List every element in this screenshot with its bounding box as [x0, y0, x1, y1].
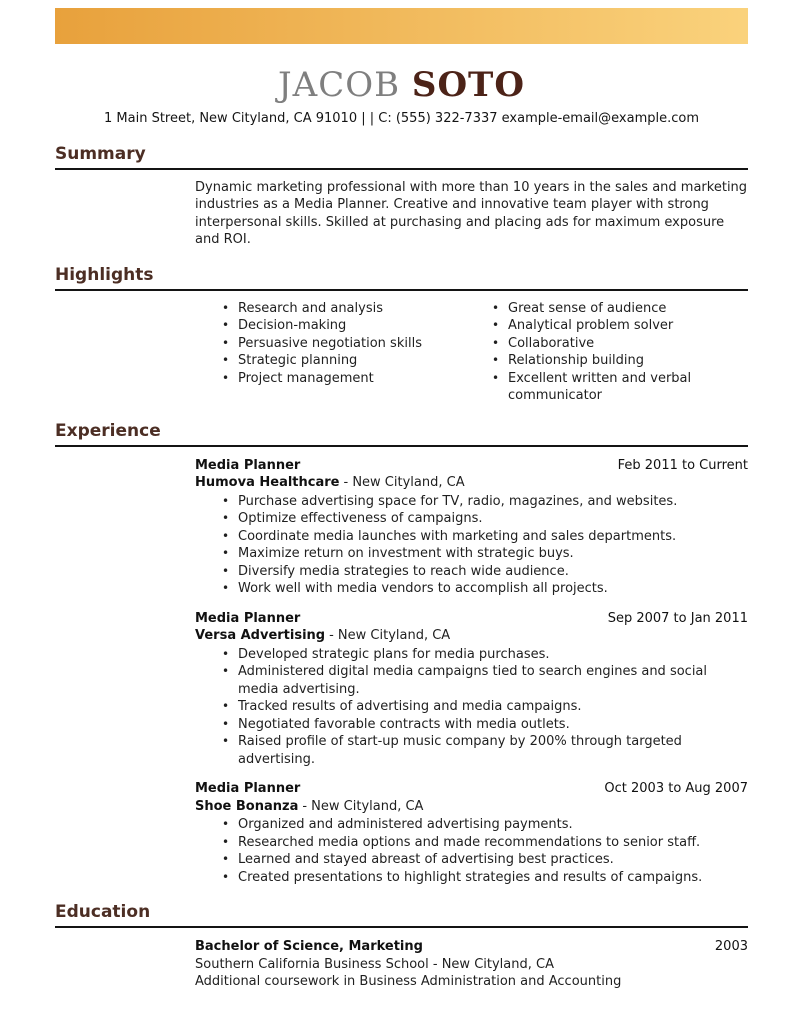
bullet-icon: •: [222, 646, 230, 661]
job-title: Media Planner: [195, 781, 301, 796]
highlight-text: Excellent written and verbal communicator: [508, 370, 692, 403]
highlight-item: [195, 300, 465, 318]
first-name: JACOB: [278, 65, 401, 105]
highlight-text: Strategic planning: [238, 353, 358, 368]
job-header: [195, 457, 748, 475]
bullet-icon: •: [222, 300, 230, 315]
section-highlights: [55, 265, 748, 405]
bullet-icon: •: [222, 370, 230, 385]
education-title: Education: [55, 902, 748, 928]
bullet-icon: •: [222, 335, 230, 350]
summary-text: Dynamic marketing professional with more than 10 years in the sales and marketing industries as a Media Planner. Creative and innovative team player with strong interpersonal skills. Skilled at purchasing and placing ads for maximum exposure and ROI.: [195, 179, 748, 247]
highlight-text: Analytical problem solver: [508, 318, 674, 333]
highlight-text: Great sense of audience: [508, 300, 667, 316]
bullet-icon: •: [222, 869, 230, 884]
education-body: [195, 938, 748, 991]
candidate-name: [55, 66, 748, 104]
company-name: Versa Advertising: [195, 628, 326, 643]
highlight-text: Collaborative: [508, 335, 595, 351]
company-name: Humova Healthcare: [195, 475, 340, 490]
resume-header: [55, 66, 748, 128]
bullet-text: Created presentations to highlight strategies and results of campaigns.: [238, 869, 703, 885]
highlights-left-column: [195, 300, 465, 405]
experience-title: Experience: [55, 421, 748, 447]
job-company-line: [195, 474, 748, 492]
bullet-item: [195, 733, 748, 768]
highlight-item: [465, 335, 748, 353]
bullet-text: Learned and stayed abreast of advertising best practices.: [238, 852, 614, 867]
bullet-text: Purchase advertising space for TV, radio, magazines, and websites.: [238, 493, 678, 509]
bullet-item: [195, 663, 748, 698]
highlight-text: Decision-making: [238, 318, 347, 333]
job-entry: [195, 780, 748, 886]
bullet-text: Coordinate media launches with marketing and sales departments.: [238, 528, 677, 544]
bullet-item: [195, 646, 748, 664]
education-header: [195, 938, 748, 956]
job-header: [195, 780, 748, 798]
bullet-icon: •: [222, 716, 230, 731]
highlights-body: [195, 300, 748, 405]
bullet-text: Researched media options and made recommendations to senior staff.: [238, 834, 701, 850]
section-summary: [55, 144, 748, 249]
graduation-year: 2003: [714, 939, 748, 954]
bullet-text: Organized and administered advertising payments.: [238, 817, 573, 832]
bullet-item: [195, 545, 748, 563]
job-company-line: [195, 627, 748, 645]
company-location: - New Cityland, CA: [302, 798, 424, 814]
degree-name: Bachelor of Science, Marketing: [195, 939, 423, 954]
highlight-item: [465, 370, 748, 405]
highlight-text: Relationship building: [508, 353, 645, 368]
bullet-item: [195, 493, 748, 511]
highlight-item: [195, 370, 465, 388]
job-title: Media Planner: [195, 610, 301, 626]
bullet-icon: •: [222, 834, 230, 849]
job-company-line: [195, 798, 748, 816]
bullet-icon: •: [492, 353, 500, 367]
bullet-item: [195, 698, 748, 716]
bullet-icon: •: [222, 664, 230, 678]
bullet-item: [195, 851, 748, 869]
coursework-line: Additional coursework in Business Administration and Accounting: [195, 974, 622, 989]
accent-bar: [55, 8, 748, 44]
job-dates: Feb 2011 to Current: [617, 457, 748, 473]
bullet-text: Optimize effectiveness of campaigns.: [238, 511, 483, 526]
highlight-text: Project management: [238, 370, 374, 386]
job-entry: [195, 457, 748, 598]
bullet-item: [195, 563, 748, 581]
highlights-columns: [195, 300, 748, 405]
bullet-text: Administered digital media campaigns tied to search engines and social media advertising.: [238, 664, 708, 697]
job-bullets: [195, 493, 748, 598]
bullet-item: [195, 510, 748, 528]
bullet-icon: •: [492, 318, 500, 332]
highlight-item: [465, 300, 748, 318]
job-entry: [195, 610, 748, 769]
bullet-icon: •: [222, 563, 230, 578]
job-header: [195, 610, 748, 628]
bullet-text: Diversify media strategies to reach wide audience.: [238, 563, 569, 579]
school-line: Southern California Business School - New Cityland, CA: [195, 956, 554, 972]
bullet-icon: •: [492, 370, 500, 385]
contact-line: 1 Main Street, New Cityland, CA 91010 | | C: (555) 322-7337 example-email@example.com: [104, 111, 699, 126]
bullet-text: Developed strategic plans for media purchases.: [238, 646, 550, 662]
bullet-icon: •: [222, 511, 230, 525]
section-education: [55, 902, 748, 991]
last-name: SOTO: [411, 65, 525, 105]
company-location: - New Cityland, CA: [343, 475, 465, 490]
highlights-title: Highlights: [55, 265, 748, 291]
company-location: - New Cityland, CA: [329, 628, 451, 643]
bullet-icon: •: [222, 852, 230, 866]
bullet-icon: •: [492, 300, 500, 315]
bullet-icon: •: [222, 528, 230, 543]
bullet-text: Raised profile of start-up music company by 200% through targeted advertising.: [238, 734, 682, 767]
education-entry: [195, 938, 748, 991]
bullet-icon: •: [492, 335, 500, 350]
bullet-icon: •: [222, 699, 230, 713]
job-bullets: [195, 816, 748, 886]
bullet-icon: •: [222, 734, 230, 748]
highlight-text: Research and analysis: [238, 300, 383, 316]
bullet-icon: •: [222, 353, 230, 367]
highlight-item: [465, 352, 748, 370]
job-dates: Sep 2007 to Jan 2011: [607, 610, 748, 626]
highlight-text: Persuasive negotiation skills: [238, 335, 422, 351]
bullet-icon: •: [222, 817, 230, 831]
company-name: Shoe Bonanza: [195, 798, 299, 814]
highlight-item: [195, 317, 465, 335]
experience-body: [195, 457, 748, 887]
section-experience: [55, 421, 748, 887]
bullet-text: Negotiated favorable contracts with media outlets.: [238, 716, 570, 732]
highlights-right-column: [465, 300, 748, 405]
summary-body: [195, 179, 748, 249]
summary-title: Summary: [55, 144, 748, 170]
bullet-text: Work well with media vendors to accomplish all projects.: [238, 581, 608, 596]
job-title: Media Planner: [195, 457, 301, 473]
bullet-icon: •: [222, 318, 230, 332]
bullet-item: [195, 716, 748, 734]
bullet-text: Tracked results of advertising and media campaigns.: [238, 699, 582, 714]
bullet-item: [195, 528, 748, 546]
job-dates: Oct 2003 to Aug 2007: [604, 781, 748, 796]
bullet-item: [195, 580, 748, 598]
highlight-item: [465, 317, 748, 335]
bullet-item: [195, 816, 748, 834]
bullet-icon: •: [222, 581, 230, 595]
job-bullets: [195, 646, 748, 769]
bullet-item: [195, 869, 748, 887]
bullet-icon: •: [222, 493, 230, 508]
highlight-item: [195, 335, 465, 353]
highlight-item: [195, 352, 465, 370]
bullet-item: [195, 834, 748, 852]
bullet-text: Maximize return on investment with strategic buys.: [238, 546, 574, 561]
bullet-icon: •: [222, 546, 230, 560]
